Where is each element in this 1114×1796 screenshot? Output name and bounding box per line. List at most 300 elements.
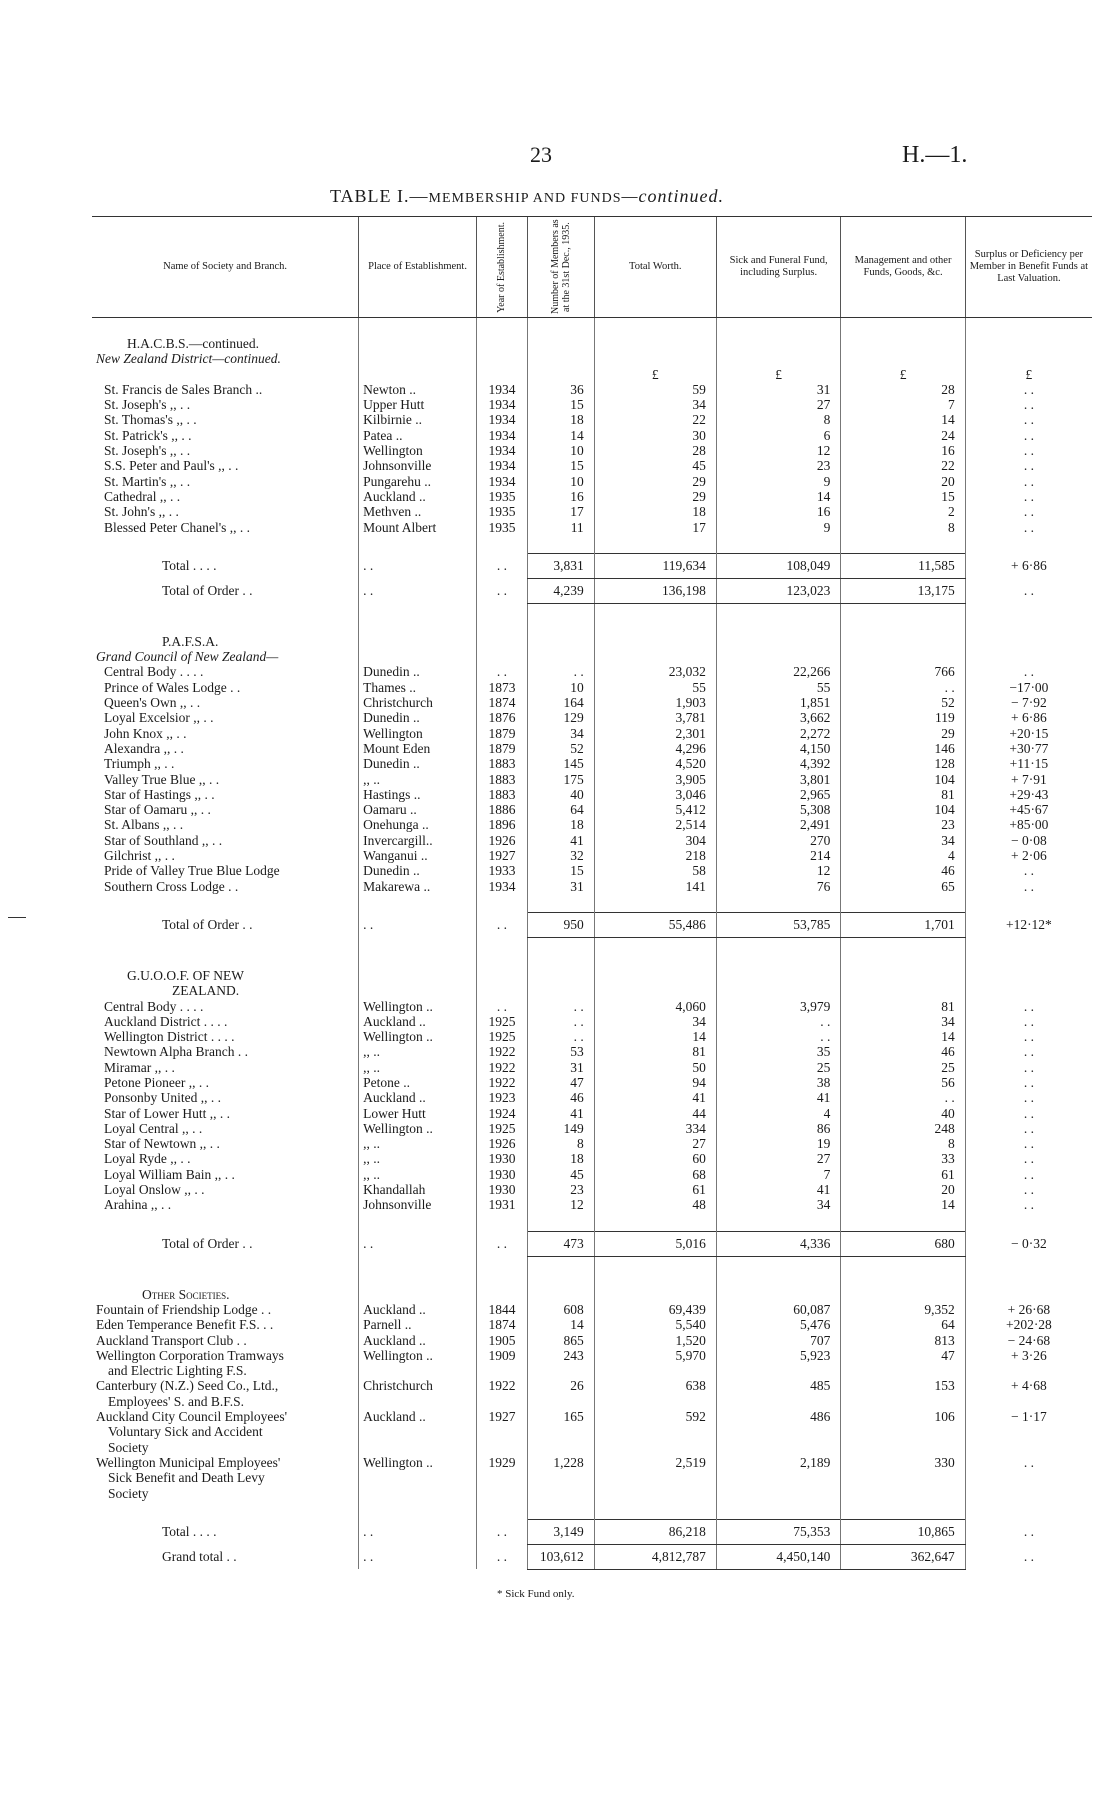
cell-year: 1883 (476, 787, 527, 802)
cell-mgmt: 8 (841, 520, 965, 535)
cell-sick: 4,150 (716, 741, 840, 756)
cell-sick: 707 (716, 1333, 840, 1348)
table-row (92, 1317, 1092, 1332)
cell-year: 1934 (476, 382, 527, 397)
cell-members: 40 (528, 787, 595, 802)
cell-mgmt (841, 1287, 965, 1302)
cell-members (528, 968, 595, 983)
cell-members (528, 1501, 595, 1520)
cell-year: 1931 (476, 1197, 527, 1212)
cell-year: 1927 (476, 848, 527, 863)
cell-name: Auckland Transport Club . . (96, 1332, 247, 1348)
cell-place: Wellington .. (359, 1348, 477, 1379)
cell-members: 608 (528, 1302, 595, 1317)
currency-symbol: £ (651, 366, 659, 382)
cell-mgmt: 15 (841, 489, 965, 504)
cell-surplus: . . (965, 504, 1092, 519)
cell-sick (716, 983, 840, 998)
cell-mgmt: 20 (841, 1182, 965, 1197)
spacer-row (92, 603, 1092, 634)
cell-name (92, 894, 359, 913)
cell-sick: 27 (716, 397, 840, 412)
table-row (92, 1167, 1092, 1182)
cell-worth: 18 (594, 504, 716, 519)
cell-sick (716, 351, 840, 366)
cell-place (359, 649, 477, 664)
cell-year: 1934 (476, 397, 527, 412)
section-title-hacbs-text: H.A.C.B.S.—continued. (127, 336, 260, 351)
cell-members: . . (528, 1029, 595, 1044)
table-row (92, 787, 1092, 802)
cell-worth: 3,905 (594, 772, 716, 787)
cell-place: Newton .. (359, 382, 477, 397)
cell-place: . . (359, 1231, 477, 1256)
cell-name (92, 535, 359, 554)
cell-mgmt: 8 (841, 1136, 965, 1151)
cell-members: 15 (528, 458, 595, 473)
cell-mgmt (841, 603, 965, 634)
cell-worth: 81 (594, 1044, 716, 1059)
cell-place: Methven .. (359, 504, 477, 519)
cell-place: Wellington .. (359, 1121, 477, 1136)
cell-name (92, 1501, 359, 1520)
cell-year (476, 535, 527, 554)
cell-mgmt: 23 (841, 817, 965, 832)
cell-place: Khandallah (359, 1182, 477, 1197)
cell-worth: 4,296 (594, 741, 716, 756)
table-row (92, 1136, 1092, 1151)
cell-sick (716, 535, 840, 554)
cell-year: 1929 (476, 1455, 527, 1501)
cell-worth: 136,198 (594, 578, 716, 603)
order-total-row (92, 912, 1092, 937)
cell-surplus: +45·67 (965, 802, 1092, 817)
cell-worth: 218 (594, 848, 716, 863)
table-row (92, 412, 1092, 427)
cell-name: Wellington Corporation Tramways and Electric Lighting F.S. (92, 1348, 359, 1379)
table-row (92, 1106, 1092, 1121)
cell-members: 53 (528, 1044, 595, 1059)
section-subtitle-pafsa-text: Grand Council of New Zealand— (96, 649, 279, 665)
cell-name (92, 983, 359, 998)
cell-surplus: . . (965, 664, 1092, 679)
cell-mgmt (841, 367, 965, 382)
cell-surplus: . . (965, 1014, 1092, 1029)
cell-year: 1879 (476, 741, 527, 756)
cell-year: 1934 (476, 443, 527, 458)
cell-worth (594, 367, 716, 382)
cell-place: Patea .. (359, 428, 477, 443)
cell-surplus: − 24·68 (965, 1333, 1092, 1348)
cell-members: 164 (528, 695, 595, 710)
cell-sick: 2,272 (716, 726, 840, 741)
cell-year: 1925 (476, 1014, 527, 1029)
cell-worth: 30 (594, 428, 716, 443)
cell-place (359, 1213, 477, 1232)
cell-sick: . . (716, 1014, 840, 1029)
cell-surplus: . . (965, 863, 1092, 878)
cell-worth (594, 1213, 716, 1232)
cell-place: ,, .. (359, 1136, 477, 1151)
cell-sick (716, 1256, 840, 1287)
cell-surplus (965, 1501, 1092, 1520)
cell-members: 15 (528, 397, 595, 412)
cell-place: . . (359, 553, 477, 578)
cell-name: Alexandra ,, . . (104, 740, 184, 756)
cell-name: Southern Cross Lodge . . (104, 878, 239, 894)
cell-surplus: +85·00 (965, 817, 1092, 832)
cell-name: Total . . . . (162, 558, 217, 574)
cell-mgmt: 128 (841, 756, 965, 771)
table-row-name-continued: and Electric Lighting F.S. (108, 1363, 247, 1379)
table-row (92, 664, 1092, 679)
cell-worth: 34 (594, 1014, 716, 1029)
cell-name: Eden Temperance Benefit F.S. . . (96, 1317, 274, 1333)
cell-members: 11 (528, 520, 595, 535)
cell-sick: 123,023 (716, 578, 840, 603)
cell-name: Cathedral ,, . . (104, 488, 181, 504)
cell-members: 103,612 (528, 1544, 595, 1569)
cell-year: 1925 (476, 1029, 527, 1044)
cell-surplus (965, 318, 1092, 337)
cell-place: Parnell .. (359, 1317, 477, 1332)
section-title-guoof-2 (92, 983, 1092, 998)
cell-sick: 1,851 (716, 695, 840, 710)
cell-surplus: −17·00 (965, 680, 1092, 695)
cell-sick (716, 634, 840, 649)
cell-name: Grand total . . (162, 1549, 237, 1565)
cell-mgmt: 104 (841, 802, 965, 817)
cell-sick (716, 367, 840, 382)
cell-surplus (965, 367, 1092, 382)
cell-surplus: + 7·91 (965, 772, 1092, 787)
cell-name: Star of Newtown ,, . . (104, 1136, 220, 1152)
cell-surplus: . . (965, 1121, 1092, 1136)
cell-year: 1883 (476, 756, 527, 771)
cell-place: Auckland .. (359, 1333, 477, 1348)
cell-year: 1926 (476, 1136, 527, 1151)
cell-place: Auckland .. (359, 1014, 477, 1029)
table-row (92, 879, 1092, 894)
grand-total-row (92, 1544, 1092, 1569)
cell-mgmt: 13,175 (841, 578, 965, 603)
cell-worth: 4,812,787 (594, 1544, 716, 1569)
cell-year: . . (476, 553, 527, 578)
cell-place (359, 367, 477, 382)
cell-name (92, 367, 359, 382)
total-row (92, 1519, 1092, 1544)
cell-surplus: +20·15 (965, 726, 1092, 741)
cell-surplus: . . (965, 1136, 1092, 1151)
cell-mgmt: 146 (841, 741, 965, 756)
cell-surplus: . . (965, 1075, 1092, 1090)
cell-members: 10 (528, 474, 595, 489)
cell-surplus: . . (965, 999, 1092, 1014)
currency-row (92, 367, 1092, 382)
table-row (92, 1333, 1092, 1348)
table-row (92, 443, 1092, 458)
cell-year: . . (476, 664, 527, 679)
cell-mgmt: 47 (841, 1348, 965, 1379)
cell-sick: 9 (716, 520, 840, 535)
cell-place: Lower Hutt (359, 1106, 477, 1121)
cell-sick (716, 1287, 840, 1302)
cell-mgmt (841, 336, 965, 351)
cell-name: Star of Oamaru ,, . . (104, 802, 211, 818)
col-header-members-text: Number of Members as at the 31st Dec., 1935. (549, 219, 572, 315)
cell-name (92, 937, 359, 968)
cell-members (528, 1287, 595, 1302)
cell-worth: 592 (594, 1409, 716, 1455)
cell-place: Wellington (359, 443, 477, 458)
cell-surplus: . . (965, 474, 1092, 489)
cell-mgmt: 766 (841, 664, 965, 679)
cell-year (476, 649, 527, 664)
cell-members: 10 (528, 443, 595, 458)
cell-name: St. Albans ,, . . (104, 817, 184, 833)
cell-place: ,, .. (359, 1060, 477, 1075)
cell-surplus: + 3·26 (965, 1348, 1092, 1379)
cell-year (476, 318, 527, 337)
cell-name (92, 1213, 359, 1232)
cell-surplus: . . (965, 578, 1092, 603)
cell-mgmt: 813 (841, 1333, 965, 1348)
cell-year: 1924 (476, 1106, 527, 1121)
cell-worth: 50 (594, 1060, 716, 1075)
spacer-row (92, 1213, 1092, 1232)
total-row (92, 553, 1092, 578)
cell-mgmt: . . (841, 1090, 965, 1105)
cell-mgmt: 9,352 (841, 1302, 965, 1317)
cell-sick: . . (716, 1029, 840, 1044)
cell-worth (594, 937, 716, 968)
cell-surplus (965, 983, 1092, 998)
cell-surplus: . . (965, 1455, 1092, 1501)
cell-year: 1879 (476, 726, 527, 741)
col-header-place: Place of Establishment. (359, 217, 477, 318)
cell-members (528, 603, 595, 634)
cell-sick: 31 (716, 382, 840, 397)
cell-mgmt: 29 (841, 726, 965, 741)
cell-members (528, 535, 595, 554)
cell-place: Wellington .. (359, 1455, 477, 1501)
spacer-row (92, 535, 1092, 554)
spacer-row (92, 1256, 1092, 1287)
order-total-row (92, 578, 1092, 603)
cell-place: Dunedin .. (359, 756, 477, 771)
cell-members: 3,149 (528, 1519, 595, 1544)
cell-members: 145 (528, 756, 595, 771)
cell-surplus: . . (965, 428, 1092, 443)
cell-surplus: . . (965, 1182, 1092, 1197)
cell-members: 14 (528, 428, 595, 443)
cell-members: 26 (528, 1378, 595, 1409)
order-total-row (92, 1231, 1092, 1256)
cell-year: . . (476, 1519, 527, 1544)
cell-surplus: . . (965, 1167, 1092, 1182)
cell-place: Petone .. (359, 1075, 477, 1090)
cell-mgmt: 11,585 (841, 553, 965, 578)
cell-mgmt: 28 (841, 382, 965, 397)
cell-worth (594, 983, 716, 998)
cell-mgmt: 20 (841, 474, 965, 489)
cell-mgmt (841, 649, 965, 664)
cell-surplus (965, 1256, 1092, 1287)
table-row (92, 802, 1092, 817)
table-row (92, 474, 1092, 489)
cell-sick: 86 (716, 1121, 840, 1136)
cell-place: Pungarehu .. (359, 474, 477, 489)
cell-mgmt: 25 (841, 1060, 965, 1075)
cell-mgmt: 1,701 (841, 912, 965, 937)
cell-place: Christchurch (359, 695, 477, 710)
cell-surplus: +11·15 (965, 756, 1092, 771)
spacer-row (92, 1501, 1092, 1520)
cell-year: 1886 (476, 802, 527, 817)
cell-worth: 45 (594, 458, 716, 473)
cell-place: Makarewa .. (359, 879, 477, 894)
cell-worth (594, 535, 716, 554)
cell-year: 1935 (476, 489, 527, 504)
cell-year (476, 937, 527, 968)
cell-year: 1876 (476, 710, 527, 725)
cell-worth: 69,439 (594, 1302, 716, 1317)
cell-place: Mount Eden (359, 741, 477, 756)
cell-worth: 3,781 (594, 710, 716, 725)
cell-sick (716, 937, 840, 968)
cell-worth (594, 894, 716, 913)
cell-mgmt: 10,865 (841, 1519, 965, 1544)
cell-members: 1,228 (528, 1455, 595, 1501)
cell-worth: 1,520 (594, 1333, 716, 1348)
cell-worth: 334 (594, 1121, 716, 1136)
cell-members: 129 (528, 710, 595, 725)
cell-name: Ponsonby United ,, . . (104, 1090, 222, 1106)
cell-surplus (965, 351, 1092, 366)
cell-year: 1930 (476, 1182, 527, 1197)
cell-year: 1896 (476, 817, 527, 832)
cell-members: 175 (528, 772, 595, 787)
cell-year (476, 351, 527, 366)
title-main: MEMBERSHIP AND FUNDS (428, 191, 622, 206)
cell-sick: 3,801 (716, 772, 840, 787)
cell-sick: 2,965 (716, 787, 840, 802)
cell-place: ,, .. (359, 772, 477, 787)
cell-members: 32 (528, 848, 595, 863)
cell-members: 16 (528, 489, 595, 504)
cell-sick: 5,476 (716, 1317, 840, 1332)
cell-year: 1874 (476, 695, 527, 710)
cell-place: Wellington (359, 726, 477, 741)
cell-worth: 2,301 (594, 726, 716, 741)
cell-surplus: . . (965, 1151, 1092, 1166)
section-title-other-text: Other Societies. (142, 1286, 230, 1302)
cell-worth: 23,032 (594, 664, 716, 679)
cell-worth: 304 (594, 833, 716, 848)
cell-name: Auckland District . . . . (104, 1013, 228, 1029)
cell-worth (594, 634, 716, 649)
cell-worth: 94 (594, 1075, 716, 1090)
cell-worth: 3,046 (594, 787, 716, 802)
cell-place: . . (359, 578, 477, 603)
cell-members: 3,831 (528, 553, 595, 578)
cell-surplus (965, 968, 1092, 983)
cell-sick: 108,049 (716, 553, 840, 578)
cell-place: Oamaru .. (359, 802, 477, 817)
cell-members: 45 (528, 1167, 595, 1182)
cell-mgmt (841, 634, 965, 649)
cell-members (528, 336, 595, 351)
cell-members: . . (528, 999, 595, 1014)
cell-members (528, 649, 595, 664)
cell-mgmt (841, 937, 965, 968)
cell-worth: 59 (594, 382, 716, 397)
cell-name: Valley True Blue ,, . . (104, 771, 220, 787)
cell-name (92, 603, 359, 634)
cell-surplus (965, 634, 1092, 649)
cell-worth (594, 1256, 716, 1287)
table-row (92, 756, 1092, 771)
cell-worth: 5,412 (594, 802, 716, 817)
cell-year: . . (476, 1544, 527, 1569)
table-row (92, 1090, 1092, 1105)
cell-name: Arahina ,, . . (104, 1197, 172, 1213)
cell-members: 15 (528, 863, 595, 878)
cell-name: Loyal Excelsior ,, . . (104, 710, 214, 726)
cell-worth (594, 649, 716, 664)
cell-year (476, 1501, 527, 1520)
cell-sick: 34 (716, 1197, 840, 1212)
cell-surplus: − 0·08 (965, 833, 1092, 848)
cell-name: Newtown Alpha Branch . . (104, 1044, 248, 1060)
cell-place: Dunedin .. (359, 664, 477, 679)
cell-members: 473 (528, 1231, 595, 1256)
cell-surplus: + 4·68 (965, 1378, 1092, 1409)
cell-sick: 35 (716, 1044, 840, 1059)
table-row (92, 1151, 1092, 1166)
cell-mgmt: 33 (841, 1151, 965, 1166)
cell-mgmt: 64 (841, 1317, 965, 1332)
cell-mgmt (841, 1501, 965, 1520)
section-subtitle-hacbs (92, 351, 1092, 366)
table-row (92, 741, 1092, 756)
cell-surplus (965, 894, 1092, 913)
cell-worth: 27 (594, 1136, 716, 1151)
cell-mgmt: 81 (841, 787, 965, 802)
col-header-year-text: Year of Establishment. (496, 221, 508, 313)
cell-name: St. Joseph's ,, . . (104, 397, 191, 413)
cell-surplus: . . (965, 520, 1092, 535)
table-row-name-continued: Sick Benefit and Death Levy (108, 1470, 265, 1486)
cell-sick: 6 (716, 428, 840, 443)
cell-place (359, 336, 477, 351)
cell-worth: 5,540 (594, 1317, 716, 1332)
cell-name (92, 634, 359, 649)
section-subtitle-pafsa (92, 649, 1092, 664)
cell-year: 1930 (476, 1167, 527, 1182)
cell-place (359, 1256, 477, 1287)
cell-mgmt: 24 (841, 428, 965, 443)
cell-place: Hastings .. (359, 787, 477, 802)
cell-name: Loyal Ryde ,, . . (104, 1151, 191, 1167)
cell-place: Thames .. (359, 680, 477, 695)
cell-year: 1927 (476, 1409, 527, 1455)
cell-sick: 5,308 (716, 802, 840, 817)
cell-members: 12 (528, 1197, 595, 1212)
cell-place (359, 351, 477, 366)
cell-surplus: . . (965, 382, 1092, 397)
cell-sick: 214 (716, 848, 840, 863)
